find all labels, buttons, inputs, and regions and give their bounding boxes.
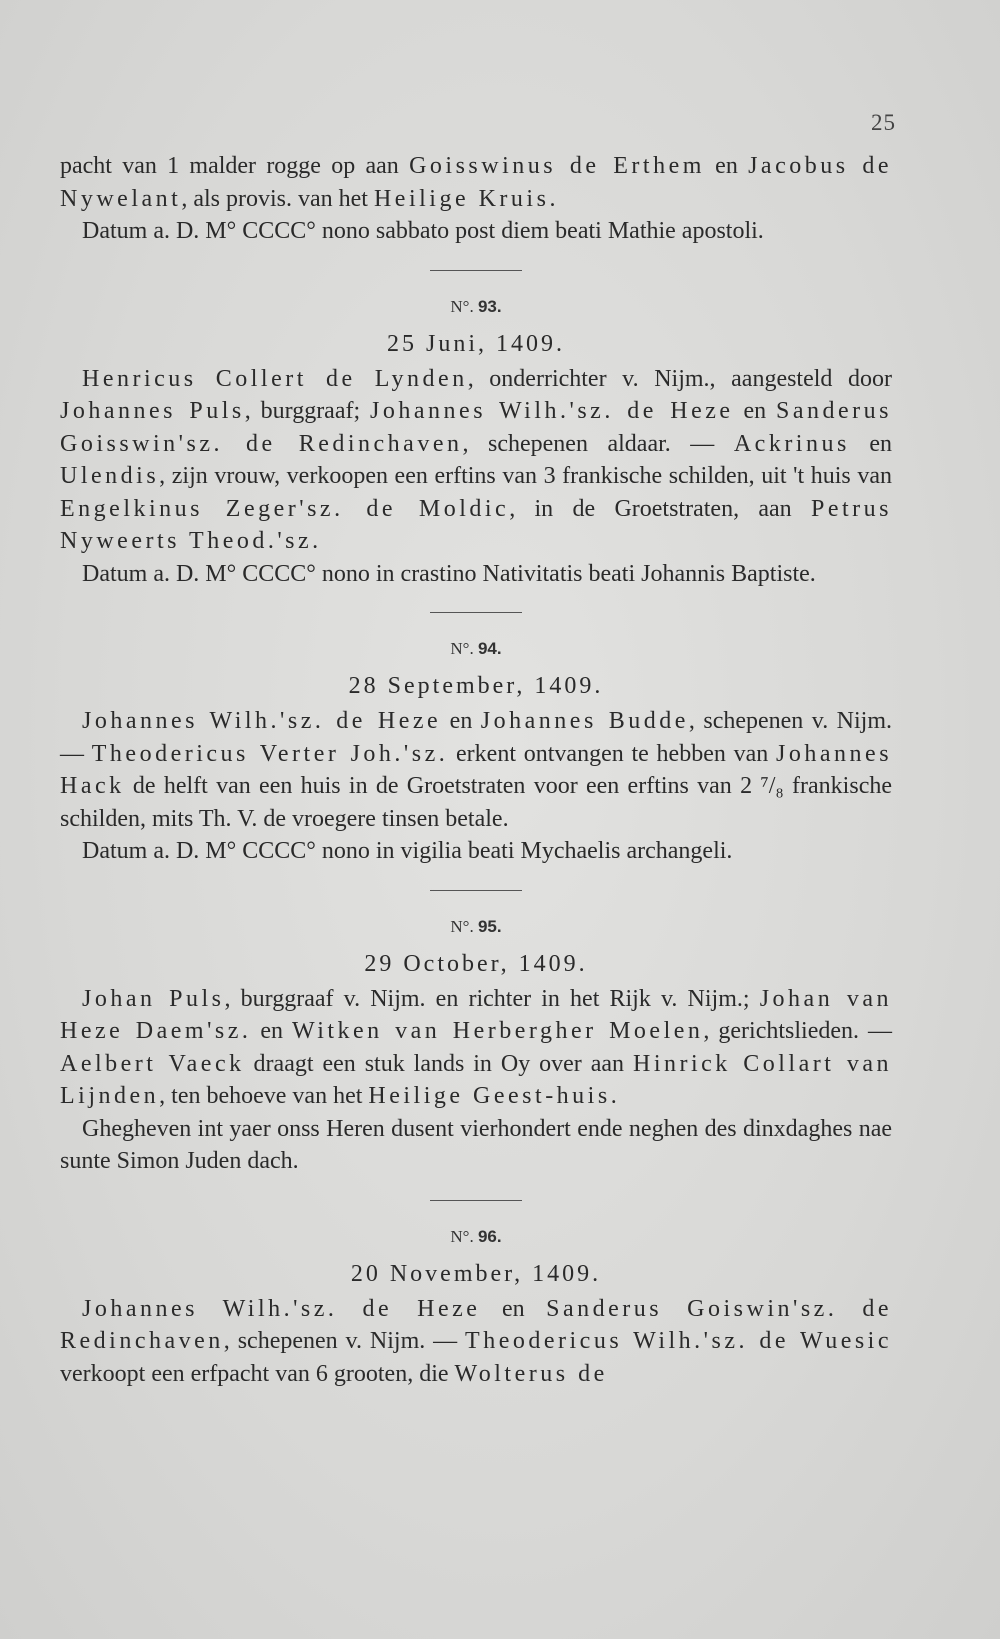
text-run: , onderrichter v. Nijm., aangesteld door bbox=[467, 365, 893, 392]
entries-container bbox=[60, 270, 892, 1391]
intro-block bbox=[60, 150, 892, 248]
intro-paragraph bbox=[60, 150, 892, 215]
spaced-name: Heilige Geest-huis bbox=[368, 1083, 611, 1109]
entry-number bbox=[60, 293, 892, 321]
entry-number-label: N°. bbox=[450, 1226, 478, 1246]
entry-number-label: N°. bbox=[450, 916, 478, 936]
spaced-name: Johannes Hack bbox=[60, 740, 893, 799]
text-run: verkoopt een erfpacht van 6 grooten, die bbox=[60, 1360, 455, 1387]
text-run: . bbox=[610, 1083, 617, 1109]
text-run: de helft van een huis in de Groetstraten voor een erftins van 2 ⁷/₈ frankische schilden, mits Th. V. de vroegere tinsen betale. bbox=[60, 773, 892, 832]
spaced-name: Theodericus Wilh.'sz. de Wuesic bbox=[465, 1328, 893, 1354]
section-divider bbox=[430, 1200, 522, 1201]
text-run: en bbox=[480, 1295, 547, 1322]
entry-number-label: N°. bbox=[450, 639, 478, 658]
entry-number-value: 96. bbox=[477, 1226, 502, 1246]
spaced-name: Goisswinus de Erthem bbox=[409, 153, 705, 179]
text-run: pacht van 1 malder rogge op aan bbox=[60, 153, 410, 179]
text-run: , schepenen v. Nijm. — bbox=[60, 708, 893, 767]
section-divider bbox=[430, 890, 522, 891]
text-run: en bbox=[849, 430, 892, 457]
spaced-name: Johan van Heze Daem'sz. bbox=[60, 985, 892, 1044]
text-run: en bbox=[251, 1018, 292, 1044]
entry-datum: Datum a. D. M° CCCC° nono in vigilia beati Mychaelis archangeli. bbox=[82, 838, 733, 864]
entry-date: 25 Juni, 1409. bbox=[386, 330, 565, 357]
section-divider bbox=[430, 612, 522, 613]
spaced-name: Johannes Wilh.'sz. de Heze bbox=[82, 708, 442, 734]
section-divider bbox=[430, 270, 522, 271]
text-run: , gerichtslieden. — bbox=[703, 1018, 892, 1044]
entry-paragraph bbox=[60, 1293, 892, 1391]
spaced-name: Johannes Puls bbox=[60, 398, 245, 424]
text-run: , ten behoeve van het bbox=[159, 1083, 369, 1109]
spaced-name: Johannes Wilh.'sz. de Heze bbox=[82, 1295, 481, 1322]
spaced-name: Aelbert Vaeck bbox=[60, 1050, 245, 1077]
entry-datum: Datum a. D. M° CCCC° nono in crastino Nativitatis beati Johannis Baptiste. bbox=[82, 560, 816, 587]
text-run: , burggraaf; bbox=[244, 398, 371, 424]
entry-paragraph bbox=[60, 983, 892, 1113]
text-run: , burggraaf v. Nijm. en richter in het Rijk v. Nijm.; bbox=[224, 985, 760, 1012]
spaced-name: Sanderus Goiswin'sz. de Redinchaven bbox=[60, 1295, 893, 1354]
spaced-name: Johannes Wilh.'sz. de Heze bbox=[370, 398, 734, 424]
spaced-name: Ackrinus bbox=[733, 430, 850, 457]
entry-number bbox=[60, 1223, 892, 1251]
spaced-name: Wolterus de bbox=[454, 1360, 608, 1387]
entry-number bbox=[60, 913, 892, 941]
text-run: erkent ontvangen te hebben van bbox=[448, 740, 777, 767]
entry-number-value: 93. bbox=[477, 296, 502, 316]
text-run: en bbox=[733, 398, 777, 424]
spaced-name: Petrus Nyweerts Theod.'sz. bbox=[60, 495, 892, 554]
spaced-name: Henricus Collert de Lynden bbox=[82, 365, 468, 392]
text-run: , als provis. van het bbox=[181, 185, 374, 212]
spaced-name: Theodericus Verter Joh.'sz. bbox=[91, 740, 449, 767]
text-run: en bbox=[704, 153, 749, 179]
entry-date: 29 October, 1409. bbox=[364, 950, 588, 977]
entry-paragraph bbox=[60, 705, 892, 835]
spaced-name: Witken van Herbergher Moelen bbox=[292, 1018, 704, 1044]
spaced-name: Jacobus de Nywelant bbox=[60, 153, 892, 212]
intro-datum: Datum a. D. M° CCCC° nono sabbato post diem beati Mathie apostoli. bbox=[82, 218, 764, 244]
text-run: , schepenen aldaar. — bbox=[462, 430, 734, 457]
page-number: 25 bbox=[871, 110, 896, 135]
spaced-name: Engelkinus Zeger'sz. de Moldic bbox=[60, 495, 510, 522]
text-run: , in de Groetstraten, aan bbox=[509, 495, 811, 522]
entry-number-value: 95. bbox=[477, 916, 502, 936]
spaced-name: Sanderus Goisswin'sz. de Redinchaven bbox=[60, 398, 893, 457]
text-run: . bbox=[549, 185, 556, 212]
spaced-name: Hinrick Collart van Lijnden bbox=[60, 1050, 892, 1109]
entry-date: 20 November, 1409. bbox=[350, 1260, 602, 1287]
entry-number-label: N°. bbox=[450, 296, 478, 316]
entry-number-value: 94. bbox=[477, 639, 502, 658]
spaced-name: Johan Puls bbox=[82, 985, 225, 1012]
text-run: draagt een stuk lands in Oy over aan bbox=[244, 1050, 633, 1077]
entry-date: 28 September, 1409. bbox=[348, 673, 604, 699]
entry-paragraph bbox=[60, 363, 892, 558]
text-run: , schepenen v. Nijm. — bbox=[223, 1328, 466, 1354]
text-run: en bbox=[441, 708, 481, 734]
text-run: , zijn vrouw, verkoopen een erftins van 3 frankische schilden, uit 't huis van bbox=[159, 463, 892, 489]
spaced-name: Ulendis bbox=[60, 463, 160, 489]
entry-number bbox=[60, 635, 892, 663]
entry-datum: Ghegheven int yaer onss Heren dusent vierhondert ende neghen des dinxdaghes nae sunte Simon Juden dach. bbox=[60, 1115, 892, 1174]
spaced-name: Johannes Budde bbox=[480, 708, 689, 734]
spaced-name: Heilige Kruis bbox=[373, 185, 550, 212]
